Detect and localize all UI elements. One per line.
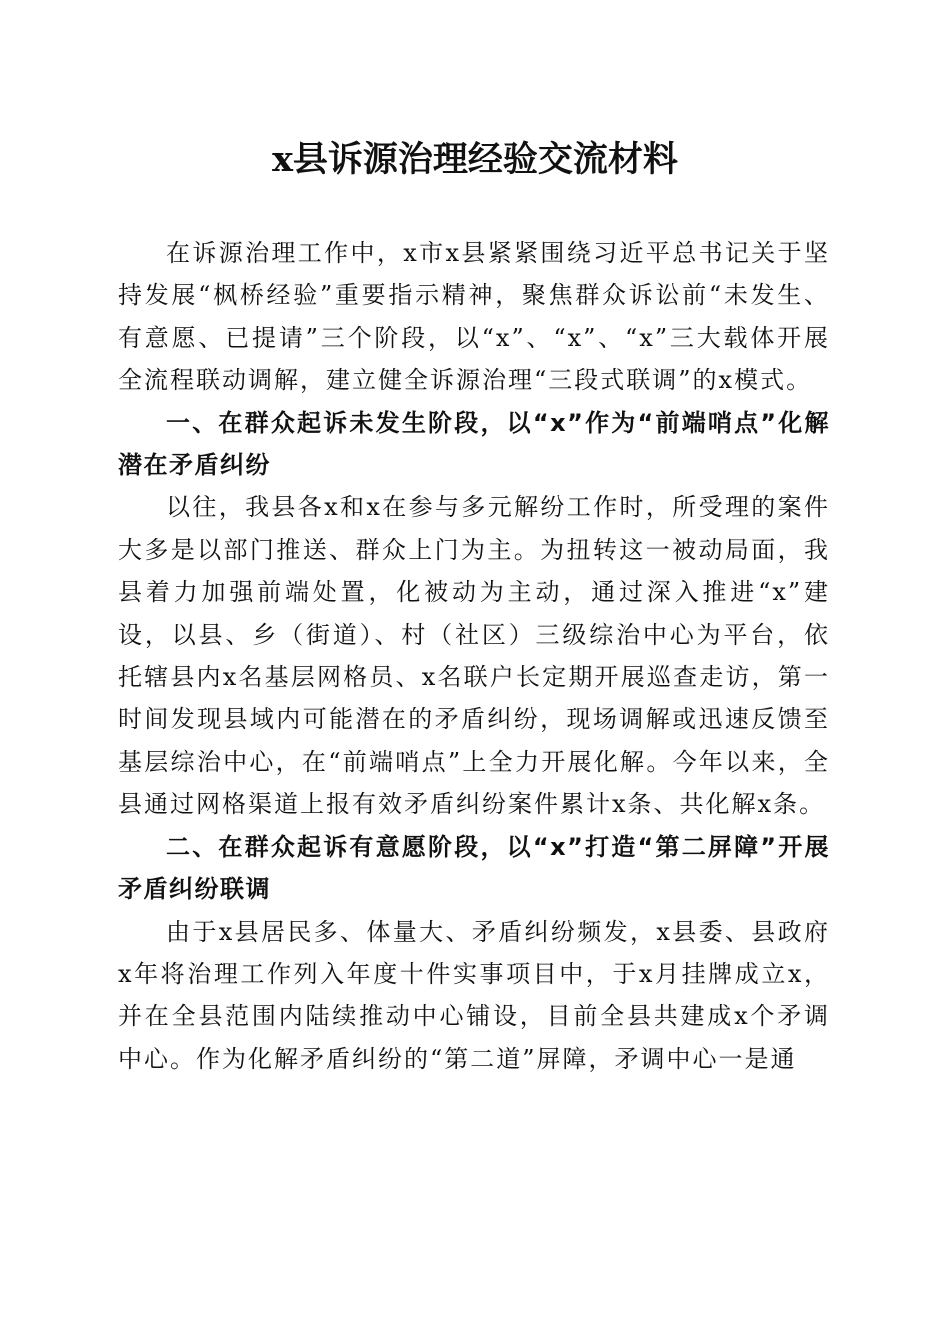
document-title: x县诉源治理经验交流材料 <box>272 139 678 180</box>
document-body <box>118 232 830 1080</box>
intro-paragraph: 在诉源治理工作中，x市x县紧紧围绕习近平总书记关于坚持发展“枫桥经验”重要指示精神，聚焦群众诉讼前“未发生、有意愿、已提请”三个阶段，以“x”、“x”、“x”三大载体开展全流程联动调解，建立健全诉源治理“三段式联调”的x模式。 <box>118 239 830 395</box>
section-2-paragraph: 由于x县居民多、体量大、矛盾纠纷频发，x县委、县政府x年将治理工作列入年度十件实事项目中，于x月挂牌成立x，并在全县范围内陆续推动中心铺设，目前全县共建成x个矛调中心。作为化解矛盾纠纷的“第二道”屏障，矛调中心一是通 <box>118 917 830 1073</box>
section-heading-2: 二、在群众起诉有意愿阶段，以“x”打造“第二屏障”开展矛盾纠纷联调 <box>118 832 830 904</box>
section-1-paragraph: 以往，我县各x和x在参与多元解纷工作时，所受理的案件大多是以部门推送、群众上门为主。为扭转这一被动局面，我县着力加强前端处置，化被动为主动，通过深入推进“x”建设，以县、乡（街道）、村（社区）三级综治中心为平台，依托辖县内x名基层网格员、x名联户长定期开展巡查走访，第一时间发现县域内可能潜在的矛盾纠纷，现场调解或迅速反馈至基层综治中心，在“前端哨点”上全力开展化解。今年以来，全县通过网格渠道上报有效矛盾纠纷案件累计x条、共化解x条。 <box>118 493 830 819</box>
section-heading-1: 一、在群众起诉未发生阶段，以“x”作为“前端哨点”化解潜在矛盾纠纷 <box>118 408 830 480</box>
